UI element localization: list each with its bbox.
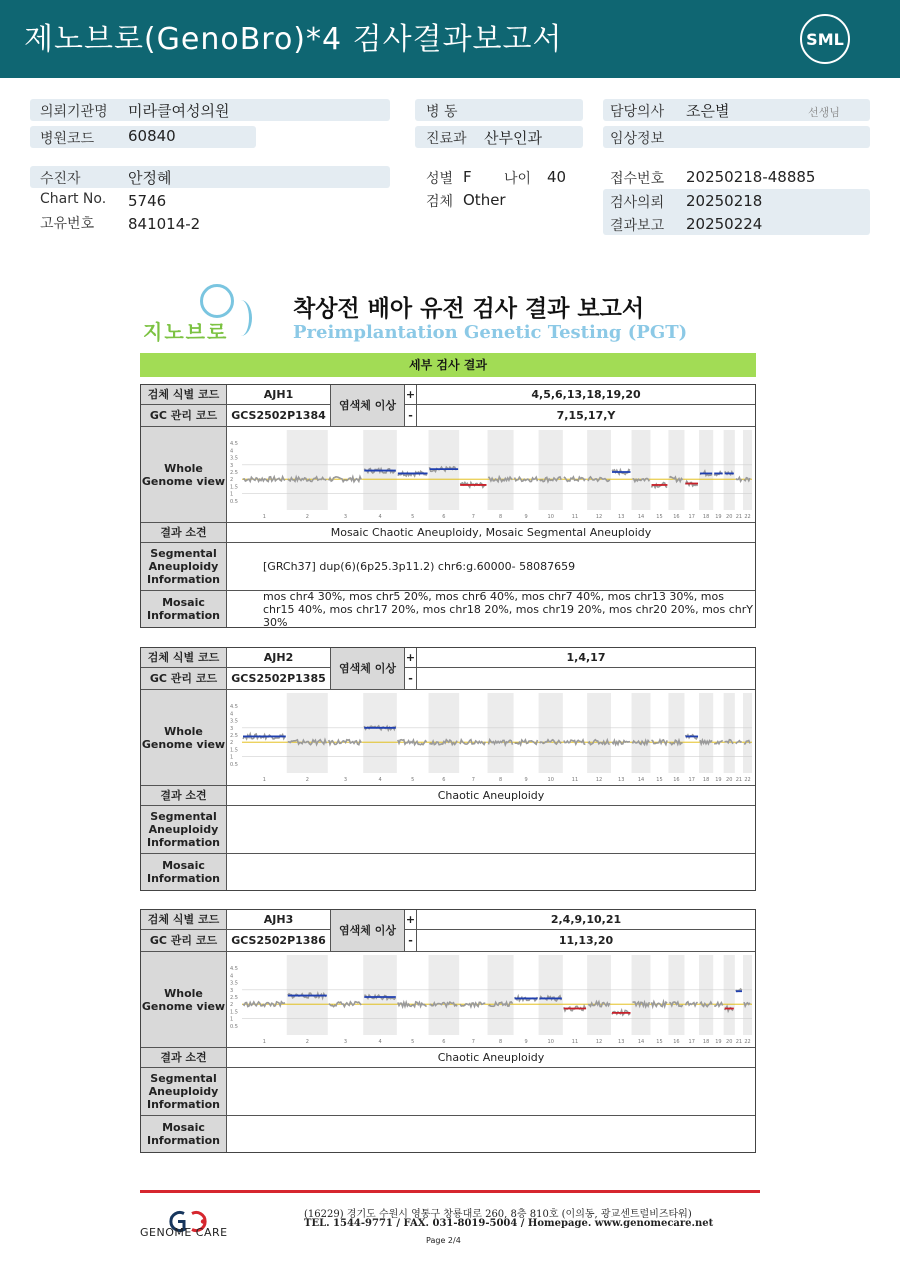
y-tick-label: 4 <box>230 711 234 718</box>
segmental-label: Segmental Aneuploidy Information <box>141 806 227 854</box>
chromosome-band <box>363 693 397 773</box>
dept-value: 산부인과 <box>484 129 542 147</box>
page-title: 제노브로(GenoBro)*4 검사결과보고서 <box>24 22 563 57</box>
chromosome-label: 14 <box>637 514 645 520</box>
chromosome-band <box>631 430 650 510</box>
y-tick-label: 3 <box>230 987 234 994</box>
chart-label: Chart No. <box>40 191 107 207</box>
chromosome-label: 19 <box>715 1039 722 1045</box>
chromosome-label: 17 <box>688 1039 695 1045</box>
y-tick-label: 3.5 <box>230 980 238 987</box>
copy-number-trace <box>243 477 285 482</box>
chromosome-band <box>699 693 713 773</box>
y-tick-label: 1.5 <box>230 484 238 491</box>
plus-sign: + <box>405 385 417 405</box>
footer-divider <box>140 1190 760 1193</box>
copy-number-trace <box>736 741 742 744</box>
chromosome-label: 18 <box>702 777 710 783</box>
chromosome-label: 17 <box>688 514 695 520</box>
y-tick-label: 3.5 <box>230 455 238 462</box>
info-bar <box>30 166 390 188</box>
chromosome-band <box>539 430 563 510</box>
copy-number-trace <box>652 740 668 745</box>
receipt-value: 20250218-48885 <box>686 168 816 186</box>
sample-table <box>140 909 756 1153</box>
chromosome-label: 22 <box>744 514 751 520</box>
chromosome-band <box>287 693 328 773</box>
genome-care-name: GENOME CARE <box>140 1226 228 1239</box>
chromosome-band <box>724 430 735 510</box>
y-tick-label: 4.5 <box>230 966 238 973</box>
chromosome-band <box>743 693 752 773</box>
gain-chromosomes: 4,5,6,13,18,19,20 <box>417 385 755 405</box>
chromosome-label: 6 <box>442 514 446 520</box>
y-tick-label: 2 <box>230 477 234 484</box>
gc-code-label: GC 관리 코드 <box>141 405 227 427</box>
y-tick-label: 2.5 <box>230 470 238 476</box>
mosaic-value <box>227 1116 755 1152</box>
y-tick-label: 2.5 <box>230 995 238 1001</box>
result-label: 결과보고 <box>610 218 665 234</box>
chromosome-band <box>587 955 611 1035</box>
gc-code-label: GC 관리 코드 <box>141 930 227 952</box>
chromosome-band <box>743 955 752 1035</box>
chromosome-band <box>539 693 563 773</box>
genobro-logo-arc <box>230 300 252 336</box>
chromosome-label: 7 <box>471 777 475 783</box>
plus-sign: + <box>405 910 417 930</box>
chromosome-label: 18 <box>702 514 710 520</box>
copy-number-trace <box>652 1002 668 1007</box>
chromosome-label: 20 <box>726 514 733 520</box>
chromosome-label: 17 <box>688 777 695 783</box>
mosaic-value <box>227 854 755 890</box>
report-subtitle: Preimplantation Genetic Testing (PGT) <box>293 322 688 343</box>
ward-label: 병 동 <box>426 104 458 120</box>
chromosome-band <box>699 955 713 1035</box>
chromosome-label: 9 <box>524 514 528 520</box>
chromosome-band <box>429 955 460 1035</box>
whole-genome-plot <box>227 952 755 1048</box>
report-title: 착상전 배아 유전 검사 결과 보고서 <box>293 296 645 322</box>
chromosome-label: 12 <box>595 514 603 520</box>
abnormal-label: 염색체 이상 <box>331 910 405 952</box>
plus-sign: + <box>405 648 417 668</box>
minus-sign: - <box>405 668 417 690</box>
sex-value: F <box>463 168 472 186</box>
chromosome-label: 1 <box>262 777 266 783</box>
sample-code-label: 검체 식별 코드 <box>141 910 227 930</box>
sample-code-label: 검체 식별 코드 <box>141 385 227 405</box>
chromosome-label: 14 <box>637 777 645 783</box>
chromosome-band <box>668 955 684 1035</box>
genome-plot-svg <box>228 953 754 1045</box>
chromosome-label: 2 <box>305 514 309 520</box>
chromosome-label: 10 <box>547 514 554 520</box>
y-tick-label: 2 <box>230 1002 234 1009</box>
gc-code-value: GCS2502P1386 <box>227 930 331 952</box>
chromosome-band <box>724 693 735 773</box>
copy-number-trace <box>329 740 361 745</box>
sample-table <box>140 647 756 891</box>
y-tick-label: 4 <box>230 973 234 980</box>
doctor-suffix: 선생님 <box>808 106 840 119</box>
whole-genome-plot <box>227 690 755 786</box>
chromosome-label: 8 <box>498 1039 503 1045</box>
gc-code-label: GC 관리 코드 <box>141 668 227 690</box>
chromosome-band <box>743 430 752 510</box>
chromosome-label: 2 <box>305 777 309 783</box>
sample-code-label: 검체 식별 코드 <box>141 648 227 668</box>
chromosome-label: 4 <box>378 777 382 783</box>
abnormal-label: 염색체 이상 <box>331 385 405 427</box>
inst-value: 미라클여성의원 <box>128 102 230 120</box>
request-label: 검사의뢰 <box>610 195 665 211</box>
id-label: 고유번호 <box>40 216 95 232</box>
chromosome-label: 11 <box>571 777 579 783</box>
loss-chromosomes: 11,13,20 <box>417 930 755 952</box>
chromosome-label: 4 <box>378 514 382 520</box>
chromosome-label: 16 <box>673 777 680 783</box>
age-label: 나이 <box>504 171 532 187</box>
y-tick-label: 4 <box>230 448 234 455</box>
chromosome-label: 18 <box>702 1039 710 1045</box>
mosaic-value: mos chr4 30%, mos chr5 20%, mos chr6 40%, mos chr7 40%, mos chr13 30%, mos chr15 40%, mos chr17 20%, mos chr18 20%, mos chr19 20%, mos chr20 20%, mos chrY 30% <box>263 589 754 629</box>
sample-table <box>140 384 756 628</box>
chromosome-label: 13 <box>618 777 625 783</box>
chromosome-label: 22 <box>744 777 751 783</box>
copy-number-trace <box>736 477 742 481</box>
copy-number-trace <box>686 1002 698 1006</box>
inst-label: 의뢰기관명 <box>40 104 108 120</box>
gain-chromosomes: 1,4,17 <box>417 648 755 668</box>
doctor-label: 담당의사 <box>610 104 665 120</box>
chromosome-label: 2 <box>305 1039 309 1045</box>
chromosome-label: 6 <box>442 777 446 783</box>
chromosome-label: 7 <box>471 1039 475 1045</box>
chromosome-label: 6 <box>442 1039 446 1045</box>
chromosome-band <box>699 430 713 510</box>
whole-genome-label: Whole Genome view <box>141 427 227 523</box>
chromosome-label: 4 <box>378 1039 382 1045</box>
segmental-value <box>227 806 755 854</box>
chromosome-label: 15 <box>656 777 663 783</box>
chromosome-label: 13 <box>618 514 625 520</box>
y-tick-label: 3.5 <box>230 718 238 725</box>
copy-number-trace <box>564 740 586 744</box>
chromosome-band <box>724 955 735 1035</box>
chromosome-band <box>487 955 513 1035</box>
finding-value: Mosaic Chaotic Aneuploidy, Mosaic Segmental Aneuploidy <box>227 523 755 543</box>
chromosome-label: 22 <box>744 1039 751 1045</box>
chromosome-label: 16 <box>673 1039 680 1045</box>
chromosome-band <box>631 955 650 1035</box>
finding-label: 결과 소견 <box>141 786 227 806</box>
result-value: 20250224 <box>686 215 763 233</box>
minus-sign: - <box>405 405 417 427</box>
y-tick-label: 3 <box>230 725 234 732</box>
doctor-value: 조은별 <box>686 102 730 120</box>
chromosome-band <box>668 693 684 773</box>
section-header: 세부 검사 결과 <box>140 353 756 377</box>
y-tick-label: 0.5 <box>230 761 238 768</box>
chromosome-band <box>487 430 513 510</box>
gain-chromosomes: 2,4,9,10,21 <box>417 910 755 930</box>
chromosome-band <box>487 693 513 773</box>
sml-logo: SML <box>800 14 850 64</box>
segmental-label: Segmental Aneuploidy Information <box>141 1068 227 1116</box>
chromosome-label: 9 <box>524 1039 528 1045</box>
chromosome-label: 12 <box>595 1039 603 1045</box>
chromosome-label: 19 <box>715 514 722 520</box>
chromosome-label: 11 <box>571 1039 579 1045</box>
y-tick-label: 1 <box>230 491 234 498</box>
genobro-brand: 지노브로 <box>143 320 229 344</box>
patient-value: 안정혜 <box>128 169 172 187</box>
chromosome-label: 1 <box>262 1039 266 1045</box>
age-value: 40 <box>547 168 567 186</box>
y-tick-label: 0.5 <box>230 1023 238 1030</box>
hosp-code-value: 60840 <box>128 127 176 145</box>
y-tick-label: 2.5 <box>230 733 238 739</box>
gc-code-value: GCS2502P1384 <box>227 405 331 427</box>
copy-number-trace <box>612 741 630 745</box>
chromosome-label: 15 <box>656 514 663 520</box>
y-tick-label: 1.5 <box>230 1009 238 1016</box>
clinical-label: 임상정보 <box>610 131 665 147</box>
chromosome-label: 13 <box>618 1039 625 1045</box>
chromosome-label: 10 <box>547 1039 554 1045</box>
y-tick-label: 1 <box>230 1016 234 1023</box>
segmental-label: Segmental Aneuploidy Information <box>141 543 227 591</box>
gc-code-value: GCS2502P1385 <box>227 668 331 690</box>
chromosome-label: 15 <box>656 1039 663 1045</box>
loss-chromosomes <box>417 668 755 690</box>
chromosome-band <box>539 955 563 1035</box>
chromosome-label: 8 <box>498 514 503 520</box>
finding-label: 결과 소견 <box>141 1048 227 1068</box>
footer-address: (16229) 경기도 수원시 영통구 창룡대로 260, 8층 810호 (이의동, 광교센트럴비즈타워) <box>304 1209 692 1220</box>
request-value: 20250218 <box>686 192 763 210</box>
sex-label: 성별 <box>426 171 454 187</box>
id-value: 841014-2 <box>128 215 201 233</box>
whole-genome-plot <box>227 427 755 523</box>
y-tick-label: 0.5 <box>230 498 238 505</box>
loss-chromosomes: 7,15,17,Y <box>417 405 755 427</box>
chromosome-band <box>429 693 460 773</box>
chromosome-label: 19 <box>715 777 722 783</box>
chromosome-label: 21 <box>735 514 743 520</box>
chromosome-label: 8 <box>498 777 503 783</box>
hosp-code-label: 병원코드 <box>40 131 95 147</box>
y-tick-label: 2 <box>230 740 234 747</box>
patient-label: 수진자 <box>40 171 81 187</box>
genome-plot-svg <box>228 428 754 520</box>
chart-value: 5746 <box>128 192 167 210</box>
chromosome-label: 5 <box>411 777 415 783</box>
chromosome-label: 9 <box>524 777 528 783</box>
y-tick-label: 3 <box>230 462 234 469</box>
finding-value: Chaotic Aneuploidy <box>227 1048 755 1068</box>
dept-label: 진료과 <box>426 131 467 147</box>
whole-genome-label: Whole Genome view <box>141 690 227 786</box>
finding-label: 결과 소견 <box>141 523 227 543</box>
mosaic-label: Mosaic Information <box>141 591 227 627</box>
chromosome-band <box>587 693 611 773</box>
genome-plot-svg <box>228 691 754 783</box>
chromosome-band <box>668 430 684 510</box>
chromosome-label: 21 <box>735 1039 743 1045</box>
chromosome-label: 21 <box>735 777 743 783</box>
chromosome-label: 5 <box>411 1039 415 1045</box>
sample-code-value: AJH1 <box>227 385 331 405</box>
specimen-value: Other <box>463 191 506 209</box>
chromosome-label: 10 <box>547 777 554 783</box>
chromosome-band <box>287 430 328 510</box>
page-number: Page 2/4 <box>426 1236 461 1245</box>
chromosome-band <box>631 693 650 773</box>
chromosome-label: 16 <box>673 514 680 520</box>
y-tick-label: 4.5 <box>230 441 238 448</box>
chromosome-band <box>587 430 611 510</box>
report-header <box>0 0 900 78</box>
chromosome-label: 14 <box>637 1039 645 1045</box>
sample-code-value: AJH2 <box>227 648 331 668</box>
chromosome-label: 20 <box>726 1039 733 1045</box>
finding-value: Chaotic Aneuploidy <box>227 786 755 806</box>
mosaic-label: Mosaic Information <box>141 854 227 890</box>
whole-genome-label: Whole Genome view <box>141 952 227 1048</box>
segmental-value: [GRCh37] dup(6)(6p25.3p11.2) chr6:g.60000- 58087659 <box>227 543 755 591</box>
chromosome-label: 20 <box>726 777 733 783</box>
genobro-logo-icon <box>200 284 234 318</box>
chromosome-label: 7 <box>471 514 475 520</box>
y-tick-label: 1.5 <box>230 747 238 754</box>
minus-sign: - <box>405 930 417 952</box>
chromosome-label: 12 <box>595 777 603 783</box>
specimen-label: 검체 <box>426 194 454 210</box>
mosaic-label: Mosaic Information <box>141 1116 227 1152</box>
chromosome-label: 5 <box>411 514 415 520</box>
chromosome-label: 11 <box>571 514 579 520</box>
chromosome-label: 3 <box>343 777 348 783</box>
copy-number-trace <box>329 477 361 482</box>
chromosome-label: 3 <box>343 514 348 520</box>
copy-number-trace <box>243 1002 285 1007</box>
copy-number-trace <box>515 477 538 481</box>
sample-code-value: AJH3 <box>227 910 331 930</box>
y-tick-label: 1 <box>230 754 234 761</box>
chromosome-label: 1 <box>262 514 266 520</box>
footer-contact: TEL. 1544-9771 / FAX. 031-8019-5004 / Homepage. www.genomecare.net <box>304 1218 714 1229</box>
segmental-value <box>227 1068 755 1116</box>
abnormal-label: 염색체 이상 <box>331 648 405 690</box>
receipt-label: 접수번호 <box>610 171 665 187</box>
y-tick-label: 4.5 <box>230 704 238 711</box>
chromosome-label: 3 <box>343 1039 348 1045</box>
